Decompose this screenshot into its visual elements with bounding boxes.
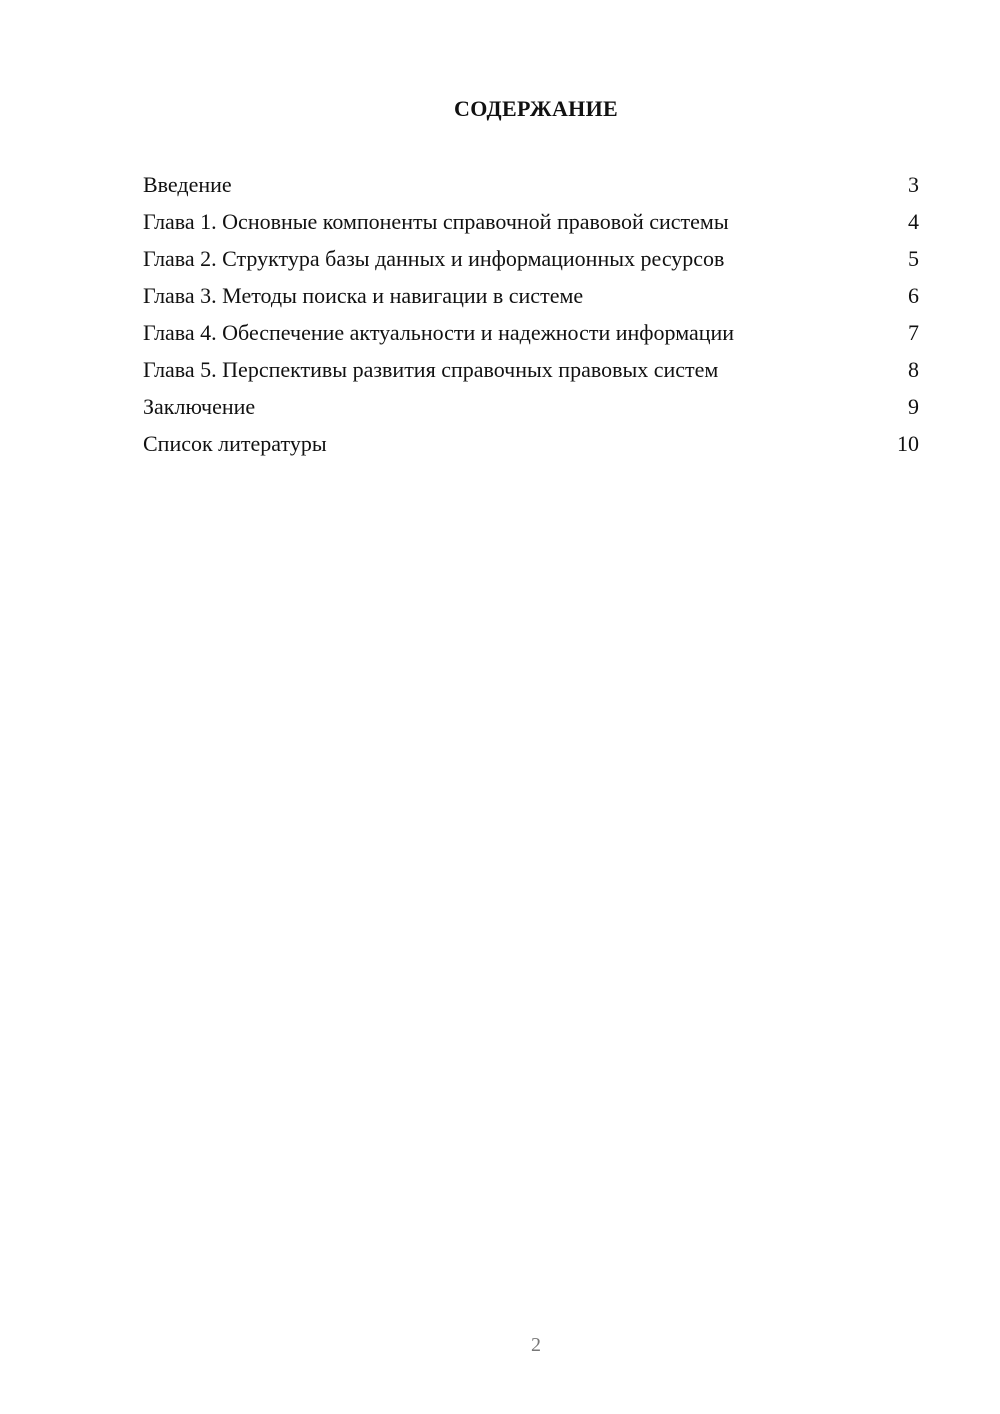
table-of-contents xyxy=(143,170,919,466)
toc-entry-page: 3 xyxy=(908,172,919,197)
toc-entry-chapter-2[interactable] xyxy=(143,244,919,281)
toc-entry-page: 4 xyxy=(908,209,919,234)
toc-entry-label: Глава 2. Структура базы данных и информационных ресурсов xyxy=(143,246,725,271)
toc-entry-page: 8 xyxy=(908,357,919,382)
toc-entry-page: 5 xyxy=(908,246,919,271)
toc-entry-label: Глава 5. Перспективы развития справочных правовых систем xyxy=(143,357,719,382)
page-number: 2 xyxy=(531,1334,541,1356)
toc-entry-chapter-4[interactable] xyxy=(143,318,919,355)
toc-entry-introduction[interactable] xyxy=(143,170,919,207)
toc-entry-page: 9 xyxy=(908,394,919,419)
toc-entry-chapter-5[interactable] xyxy=(143,355,919,392)
toc-entry-label: Глава 4. Обеспечение актуальности и надежности информации xyxy=(143,320,735,345)
toc-entry-page: 10 xyxy=(897,431,919,456)
toc-entry-label: Глава 3. Методы поиска и навигации в системе xyxy=(143,283,584,308)
toc-entry-label: Заключение xyxy=(143,394,256,419)
page-title: СОДЕРЖАНИЕ xyxy=(454,96,618,121)
toc-entry-chapter-1[interactable] xyxy=(143,207,919,244)
toc-entry-label: Введение xyxy=(143,172,232,197)
toc-entry-page: 6 xyxy=(908,283,919,308)
toc-entry-conclusion[interactable] xyxy=(143,392,919,429)
toc-entry-label: Глава 1. Основные компоненты справочной правовой системы xyxy=(143,209,729,234)
toc-entry-label: Список литературы xyxy=(143,431,327,456)
toc-entry-references[interactable] xyxy=(143,429,919,466)
toc-entry-page: 7 xyxy=(908,320,919,345)
toc-entry-chapter-3[interactable] xyxy=(143,281,919,318)
